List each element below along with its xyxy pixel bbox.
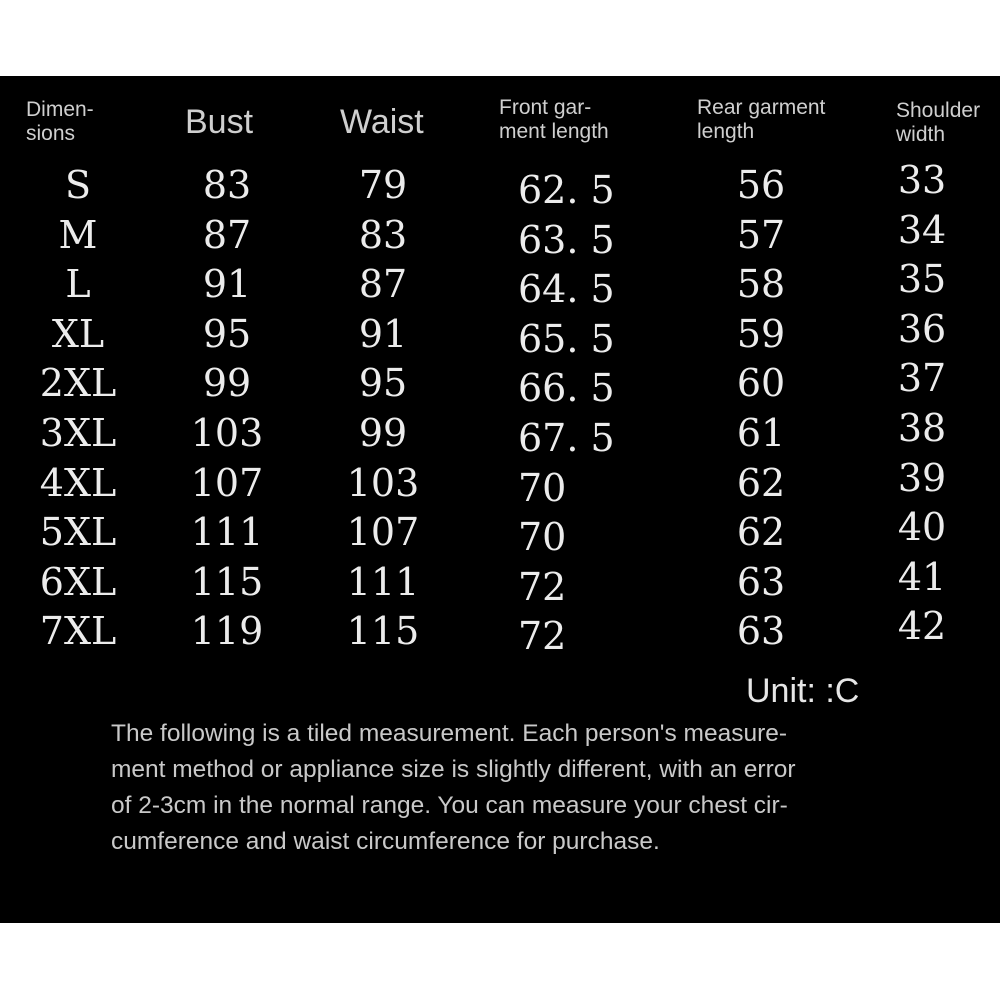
cell-size: S (64, 163, 92, 207)
cell-shoulder: 37 (897, 356, 947, 401)
cell-shoulder: 42 (897, 604, 947, 649)
cell-waist: 115 (346, 609, 420, 654)
header-shoulder-width (896, 99, 980, 147)
cell-bust: 91 (202, 262, 252, 307)
cell-rear: 63 (736, 559, 786, 604)
cell-rear: 62 (736, 460, 786, 505)
note-line: cumference and waist circumference for purchase. (111, 828, 660, 855)
cell-shoulder: 40 (897, 505, 947, 550)
header-front-line-1: Front gar- (499, 96, 592, 119)
cell-waist: 87 (358, 262, 408, 307)
header-rear-length (697, 96, 825, 144)
note-line: The following is a tiled measurement. Each person's measure- (111, 720, 788, 747)
cell-shoulder: 39 (897, 455, 947, 500)
header-bust: Bust (185, 103, 254, 141)
cell-size: XL (51, 311, 105, 356)
header-dimensions-line-1: Dimen- (26, 98, 94, 121)
cell-waist: 95 (358, 361, 408, 406)
cell-bust: 83 (202, 163, 252, 207)
cell-front: 62. 5 (518, 168, 615, 212)
header-dimensions (26, 98, 94, 146)
cell-front: 67. 5 (518, 416, 615, 460)
cell-bust: 119 (190, 609, 264, 654)
cell-bust: 87 (202, 212, 252, 257)
cell-bust: 115 (190, 559, 264, 604)
header-rear-line-2: length (697, 120, 755, 143)
cell-front: 63. 5 (518, 217, 615, 262)
cell-shoulder: 35 (897, 257, 947, 302)
cell-waist: 107 (346, 510, 420, 555)
header-waist: Waist (340, 103, 424, 141)
cell-size: 5XL (39, 510, 117, 555)
header-front-length (499, 96, 609, 144)
cell-size: 3XL (39, 411, 117, 455)
cell-waist: 91 (358, 311, 408, 356)
cell-shoulder: 38 (897, 406, 947, 450)
header-shoulder-line-2: width (896, 123, 946, 146)
cell-shoulder: 41 (897, 554, 947, 599)
cell-bust: 111 (190, 510, 264, 555)
cell-rear: 58 (736, 262, 786, 307)
cell-front: 66. 5 (518, 366, 615, 411)
cell-bust: 107 (190, 460, 264, 505)
cell-rear: 57 (736, 212, 786, 257)
measurement-note (111, 716, 891, 860)
cell-size: 7XL (39, 609, 117, 654)
cell-front: 64. 5 (518, 267, 615, 312)
cell-size: 4XL (39, 460, 117, 505)
cell-rear: 63 (736, 609, 786, 654)
cell-front: 65. 5 (518, 316, 615, 361)
cell-front: 70 (518, 515, 567, 560)
cell-shoulder: 36 (897, 306, 947, 351)
note-line: ment method or appliance size is slightly different, with an error (111, 756, 796, 783)
cell-front: 70 (518, 465, 567, 510)
cell-front: 72 (518, 614, 567, 659)
size-chart-panel (0, 76, 1000, 923)
cell-front: 72 (518, 564, 567, 609)
header-shoulder-line-1: Shoulder (896, 99, 981, 122)
cell-rear: 59 (736, 311, 786, 356)
cell-waist: 83 (358, 212, 408, 257)
cell-size: M (58, 212, 98, 257)
note-line: of 2-3cm in the normal range. You can measure your chest cir- (111, 792, 788, 819)
cell-rear: 61 (736, 411, 786, 455)
cell-rear: 60 (736, 361, 786, 406)
cell-rear: 56 (736, 163, 786, 207)
cell-bust: 99 (202, 361, 252, 406)
cell-size: 6XL (39, 559, 117, 604)
cell-waist: 79 (358, 163, 408, 207)
cell-waist: 111 (346, 559, 420, 604)
cell-shoulder: 33 (897, 158, 947, 202)
header-dimensions-line-2: sions (26, 122, 76, 145)
cell-waist: 99 (358, 411, 408, 455)
header-rear-line-1: Rear garment (697, 96, 826, 119)
cell-bust: 103 (190, 411, 264, 455)
cell-shoulder: 34 (897, 207, 947, 252)
cell-size: L (65, 262, 91, 307)
cell-size: 2XL (39, 361, 117, 406)
cell-waist: 103 (346, 460, 420, 505)
cell-rear: 62 (736, 510, 786, 555)
unit-label: Unit: :C (746, 672, 860, 710)
cell-bust: 95 (202, 311, 252, 356)
header-front-line-2: ment length (499, 120, 609, 143)
